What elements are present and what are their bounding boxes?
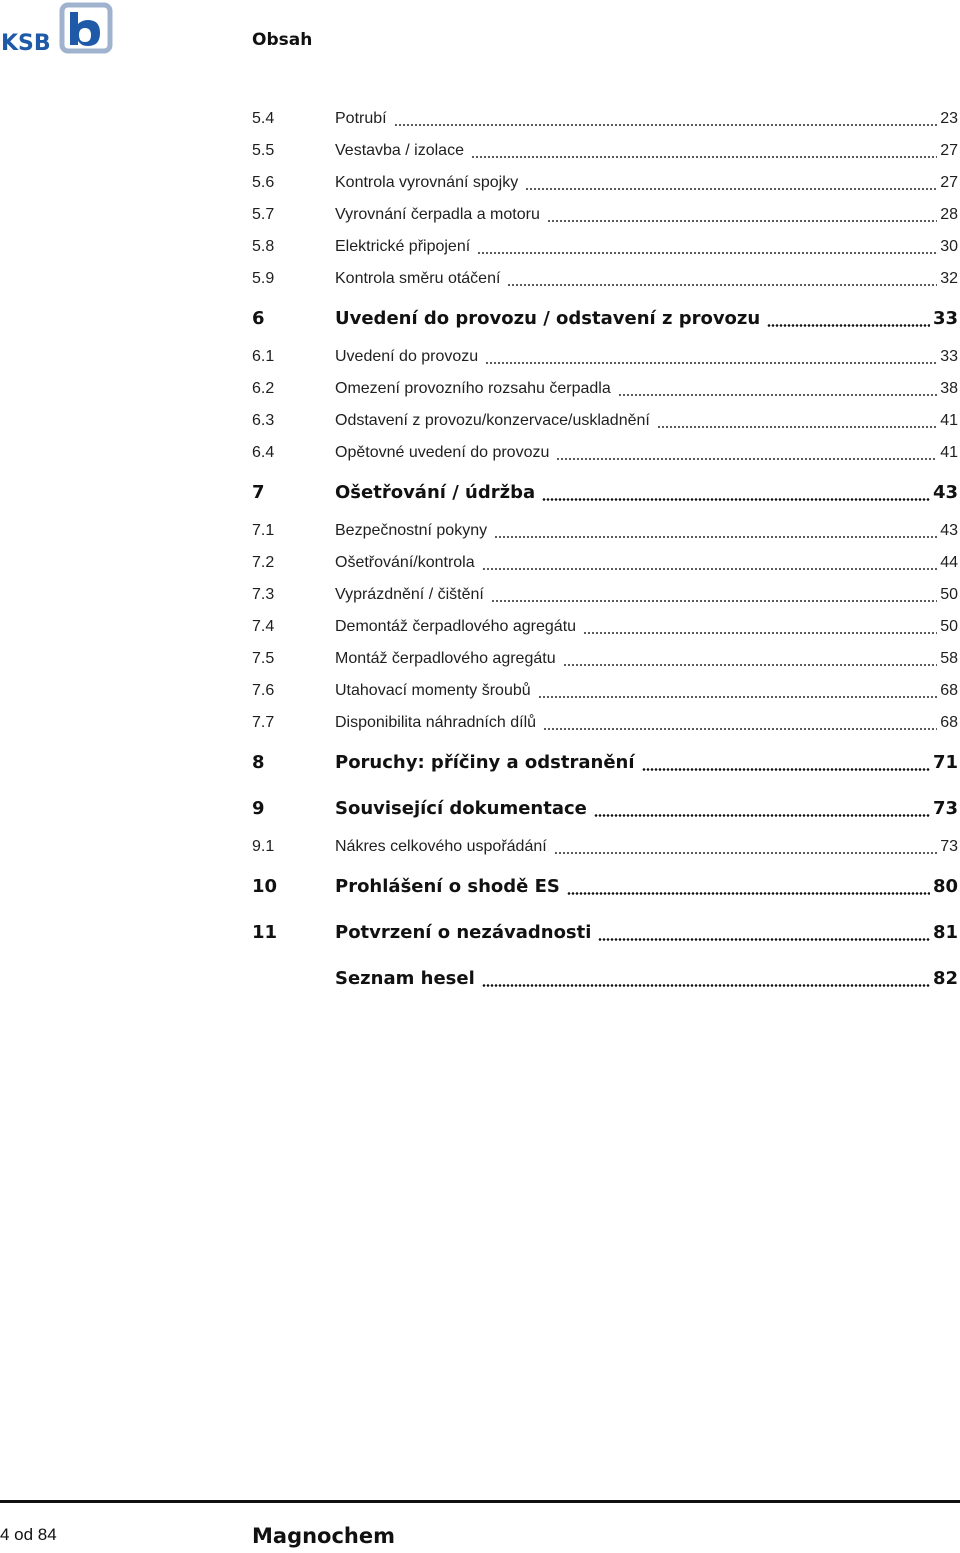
toc-dot-leader [482,568,938,570]
toc-dot-leader [547,220,937,222]
toc-dot-leader [485,362,937,364]
toc-dot-leader [598,938,930,941]
toc-entry-title: Kontrola směru otáčení [335,270,501,287]
toc-entry-page: 73 [932,797,958,819]
toc-dot-leader [494,536,937,538]
toc-entry[interactable] [252,341,960,373]
toc-entry-page: 81 [932,921,958,943]
toc-entry-page: 68 [940,714,958,731]
toc-entry-title: Seznam hesel [335,967,475,989]
footer-product-name: Magnochem [252,1524,396,1548]
toc-entry-number: 6.3 [252,412,275,429]
toc-entry-title: Potrubí [335,110,387,127]
toc-entry-page: 50 [940,618,958,635]
toc-entry-page: 58 [940,650,958,667]
ksb-logo [0,2,116,54]
toc-entry-number: 11 [252,921,278,943]
logo-text: KSB [1,31,51,54]
toc-dot-leader [491,600,937,602]
toc-chapter-entry[interactable] [252,785,960,831]
toc-entry-number: 7.3 [252,586,275,603]
toc-entry-number: 6.2 [252,380,275,397]
toc-entry-title: Uvedení do provozu / odstavení z provozu [335,307,761,329]
toc-entry[interactable] [252,675,960,707]
toc-entry-title: Vyrovnání čerpadla a motoru [335,206,540,223]
toc-entry[interactable] [252,167,960,199]
toc-entry-page: 28 [940,206,958,223]
footer-rule [0,1500,960,1503]
toc-entry-number: 7.4 [252,618,275,635]
toc-entry-title: Montáž čerpadlového agregátu [335,650,556,667]
toc-entry[interactable] [252,231,960,263]
toc-dot-leader [594,814,930,817]
toc-chapter-entry[interactable] [252,909,960,955]
toc-dot-leader [394,124,938,126]
toc-dot-leader [567,892,930,895]
toc-dot-leader [482,984,930,987]
toc-entry-number: 7.5 [252,650,275,667]
toc-entry-title: Opětovné uvedení do provozu [335,444,550,461]
toc-entry-title: Prohlášení o shodě ES [335,875,560,897]
toc-entry-page: 33 [940,348,958,365]
toc-entry-number: 7.2 [252,554,275,571]
toc-dot-leader [554,852,938,854]
toc-entry-title: Potvrzení o nezávadnosti [335,921,592,943]
toc-dot-leader [618,394,937,396]
toc-entry-number: 5.8 [252,238,275,255]
toc-entry[interactable] [252,515,960,547]
toc-entry-page: 30 [940,238,958,255]
toc-chapter-entry[interactable] [252,955,960,1001]
toc-entry-page: 71 [932,751,958,773]
toc-entry[interactable] [252,263,960,295]
toc-entry-number: 7.1 [252,522,275,539]
toc-entry-page: 73 [940,838,958,855]
toc-entry-page: 41 [940,444,958,461]
toc-entry-title: Utahovací momenty šroubů [335,682,531,699]
toc-dot-leader [556,458,937,460]
toc-dot-leader [477,252,937,254]
toc-entry-number: 6.4 [252,444,275,461]
toc-dot-leader [471,156,937,158]
toc-chapter-entry[interactable] [252,863,960,909]
toc-dot-leader [563,664,938,666]
toc-entry-number: 7.6 [252,682,275,699]
toc-entry-title: Ošetřování/kontrola [335,554,475,571]
toc-entry[interactable] [252,405,960,437]
toc-entry[interactable] [252,373,960,405]
toc-entry-number: 5.4 [252,110,275,127]
table-of-contents [252,103,960,1001]
toc-entry[interactable] [252,611,960,643]
toc-entry-number: 9 [252,797,265,819]
toc-dot-leader [583,632,937,634]
toc-entry-number: 5.5 [252,142,275,159]
toc-entry-page: 44 [940,554,958,571]
toc-entry-title: Kontrola vyrovnání spojky [335,174,519,191]
toc-entry[interactable] [252,831,960,863]
toc-entry[interactable] [252,135,960,167]
toc-entry-title: Ošetřování / údržba [335,481,536,503]
toc-entry-number: 7.7 [252,714,275,731]
toc-dot-leader [642,768,930,771]
toc-entry-title: Nákres celkového uspořádání [335,838,547,855]
toc-entry-page: 68 [940,682,958,699]
toc-entry-page: 41 [940,412,958,429]
logo-b-glyph [70,12,100,46]
toc-dot-leader [538,696,938,698]
ksb-logo-graphic [0,2,116,54]
toc-dot-leader [507,284,937,286]
toc-entry[interactable] [252,199,960,231]
toc-chapter-entry[interactable] [252,739,960,785]
toc-entry-page: 50 [940,586,958,603]
toc-entry-page: 33 [932,307,958,329]
toc-dot-leader [657,426,937,428]
toc-entry-title: Uvedení do provozu [335,348,479,365]
toc-entry-title: Vyprázdnění / čištění [335,586,484,603]
toc-entry-page: 32 [940,270,958,287]
toc-entry-number: 10 [252,875,278,897]
toc-entry-title: Bezpečnostní pokyny [335,522,488,539]
toc-dot-leader [542,498,930,501]
toc-dot-leader [525,188,937,190]
toc-entry-title: Související dokumentace [335,797,587,819]
toc-entry-title: Demontáž čerpadlového agregátu [335,618,577,635]
toc-entry[interactable] [252,437,960,469]
toc-entry[interactable] [252,579,960,611]
toc-entry-page: 27 [940,142,958,159]
toc-chapter-entry[interactable] [252,295,960,341]
page-title: Obsah [252,30,313,50]
toc-entry[interactable] [252,707,960,739]
toc-entry-page: 23 [940,110,958,127]
footer-page-number: 4 od 84 [0,1525,57,1544]
toc-entry-title: Elektrické připojení [335,238,471,255]
toc-entry-number: 5.7 [252,206,275,223]
toc-chapter-entry[interactable] [252,469,960,515]
toc-entry-title: Poruchy: příčiny a odstranění [335,751,635,773]
toc-entry[interactable] [252,103,960,135]
toc-entry-title: Odstavení z provozu/konzervace/uskladnění [335,412,650,429]
toc-entry-number: 8 [252,751,265,773]
toc-entry-number: 5.9 [252,270,275,287]
toc-entry-number: 9.1 [252,838,275,855]
toc-entry-page: 82 [932,967,958,989]
toc-dot-leader [767,324,930,327]
toc-entry[interactable] [252,643,960,675]
toc-entry-title: Disponibilita náhradních dílů [335,714,537,731]
toc-entry-title: Vestavba / izolace [335,142,464,159]
toc-entry-page: 27 [940,174,958,191]
toc-entry[interactable] [252,547,960,579]
toc-entry-number: 6 [252,307,265,329]
toc-entry-number: 6.1 [252,348,275,365]
toc-entry-page: 43 [940,522,958,539]
toc-entry-page: 38 [940,380,958,397]
toc-dot-leader [543,728,937,730]
toc-entry-page: 43 [932,481,958,503]
toc-entry-number: 7 [252,481,265,503]
toc-entry-page: 80 [932,875,958,897]
toc-entry-title: Omezení provozního rozsahu čerpadla [335,380,611,397]
toc-entry-number: 5.6 [252,174,275,191]
